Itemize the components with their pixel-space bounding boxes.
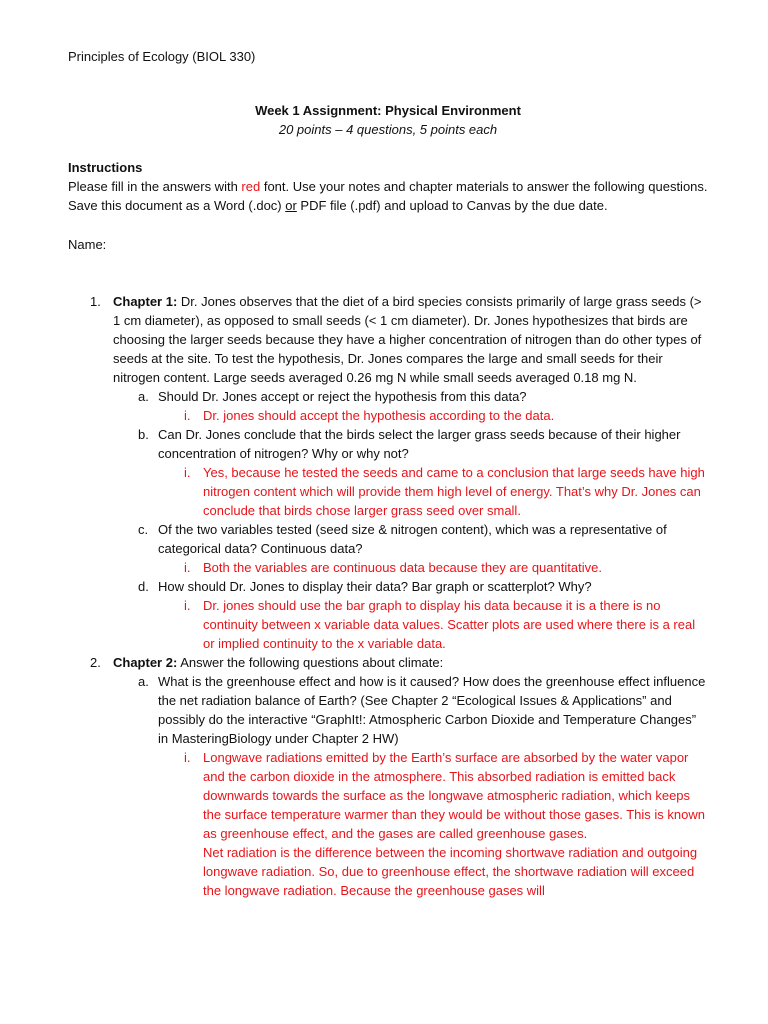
answer-2a-text-2: Net radiation is the difference between the incoming shortwave radiation and outgoing longwave radiation. So, due to greenhouse effect, the shortwave radiation will exceed the longwave radiation. Because the greenhouse gases will — [203, 845, 698, 898]
question-1 — [68, 292, 708, 653]
question-1b-letter: b. — [138, 427, 149, 442]
answer-1d — [158, 596, 708, 653]
question-1d-letter: d. — [138, 579, 149, 594]
question-2-body: Answer the following questions about climate: — [177, 655, 444, 670]
question-1d — [113, 577, 708, 653]
answer-1b-text: Yes, because he tested the seeds and came to a conclusion that large seeds have high nitrogen content which will provide them high level of energy. That’s why Dr. Jones can conclude that birds chose larger grass seed over small. — [203, 465, 705, 518]
answer-1d-number: i. — [184, 598, 191, 613]
question-2-number: 2. — [90, 655, 101, 670]
instructions-text — [68, 177, 708, 215]
question-1c-text: Of the two variables tested (seed size & nitrogen content), which was a representative of categorical data? Continuous data? — [158, 522, 667, 556]
question-1-number: 1. — [90, 294, 101, 309]
question-1a-letter: a. — [138, 389, 149, 404]
question-1-body: Dr. Jones observes that the diet of a bird species consists primarily of large grass seeds (> 1 cm diameter), as opposed to small seeds (< 1 cm diameter). Dr. Jones hypothesizes that birds are choosing the larger seeds because they have a higher concentration of nitrogen than do other types of seeds at the site. To test the hypothesis, Dr. Jones compares the large and small seeds for their nitrogen content. Large seeds averaged 0.26 mg N while small seeds averaged 0.18 mg N. — [113, 294, 702, 385]
answer-1b — [158, 463, 708, 520]
instructions-text-1: Please fill in the answers with — [68, 179, 242, 194]
answer-1a — [158, 406, 708, 425]
question-1b — [113, 425, 708, 520]
question-2a-text: What is the greenhouse effect and how is it caused? How does the greenhouse effect influence the net radiation balance of Earth? (See Chapter 2 “Ecological Issues & Applications” and possibly do the interactive “GraphIt!: Atmospheric Carbon Dioxide and Temperature Changes” in MasteringBiology under Chapter 2 HW) — [158, 674, 706, 746]
question-2-text — [113, 653, 708, 672]
answer-1a-number: i. — [184, 408, 191, 423]
question-2-label: Chapter 2: — [113, 655, 178, 670]
assignment-title: Week 1 Assignment: Physical Environment — [255, 103, 521, 118]
instructions-text-3: PDF file (.pdf) and upload to Canvas by the due date. — [296, 198, 608, 213]
question-1d-text: How should Dr. Jones to display their data? Bar graph or scatterplot? Why? — [158, 579, 592, 594]
question-1-text — [113, 292, 708, 387]
name-label: Name: — [68, 237, 107, 252]
answer-2a — [158, 748, 708, 900]
question-2a — [113, 672, 708, 900]
instructions-text-2: font. Use your notes and chapter materials to answer the following questions. Save this document as a Word (.doc) — [68, 179, 708, 213]
question-1-label: Chapter 1: — [113, 294, 178, 309]
answer-1b-number: i. — [184, 465, 191, 480]
answer-1d-text: Dr. jones should use the bar graph to display his data because it is a there is no continuity between x variable data values. Scatter plots are used where there is a real or implied continuity to the x variable data. — [203, 598, 696, 651]
question-1b-text: Can Dr. Jones conclude that the birds select the larger grass seeds because of their higher concentration of nitrogen? Why or why not? — [158, 427, 681, 461]
assignment-subtitle: 20 points – 4 questions, 5 points each — [278, 122, 498, 137]
instructions-heading: Instructions — [68, 160, 143, 175]
question-1c-letter: c. — [138, 522, 149, 537]
instructions-or-word: or — [285, 198, 297, 213]
answer-2a-text-1: Longwave radiations emitted by the Earth’s surface are absorbed by the water vapor and the carbon dioxide in the atmosphere. This absorbed radiation is emitted back downwards towards the surface as the longwave atmospheric radiation, which keeps the surface temperature warmer than they would be without those gases. This is known as greenhouse effect, and the gases are called greenhouse gases. — [203, 750, 705, 841]
question-1a — [113, 387, 708, 425]
answer-1a-text: Dr. jones should accept the hypothesis according to the data. — [203, 408, 555, 423]
question-2a-letter: a. — [138, 674, 149, 689]
answer-1c — [158, 558, 708, 577]
answer-2a-number: i. — [184, 750, 191, 765]
question-1a-text: Should Dr. Jones accept or reject the hypothesis from this data? — [158, 389, 527, 404]
instructions-red-word: red — [241, 179, 261, 194]
question-2 — [68, 653, 708, 900]
answer-1c-number: i. — [184, 560, 191, 575]
course-title: Principles of Ecology (BIOL 330) — [68, 49, 256, 64]
question-1c — [113, 520, 708, 577]
answer-1c-text: Both the variables are continuous data because they are quantitative. — [203, 560, 602, 575]
